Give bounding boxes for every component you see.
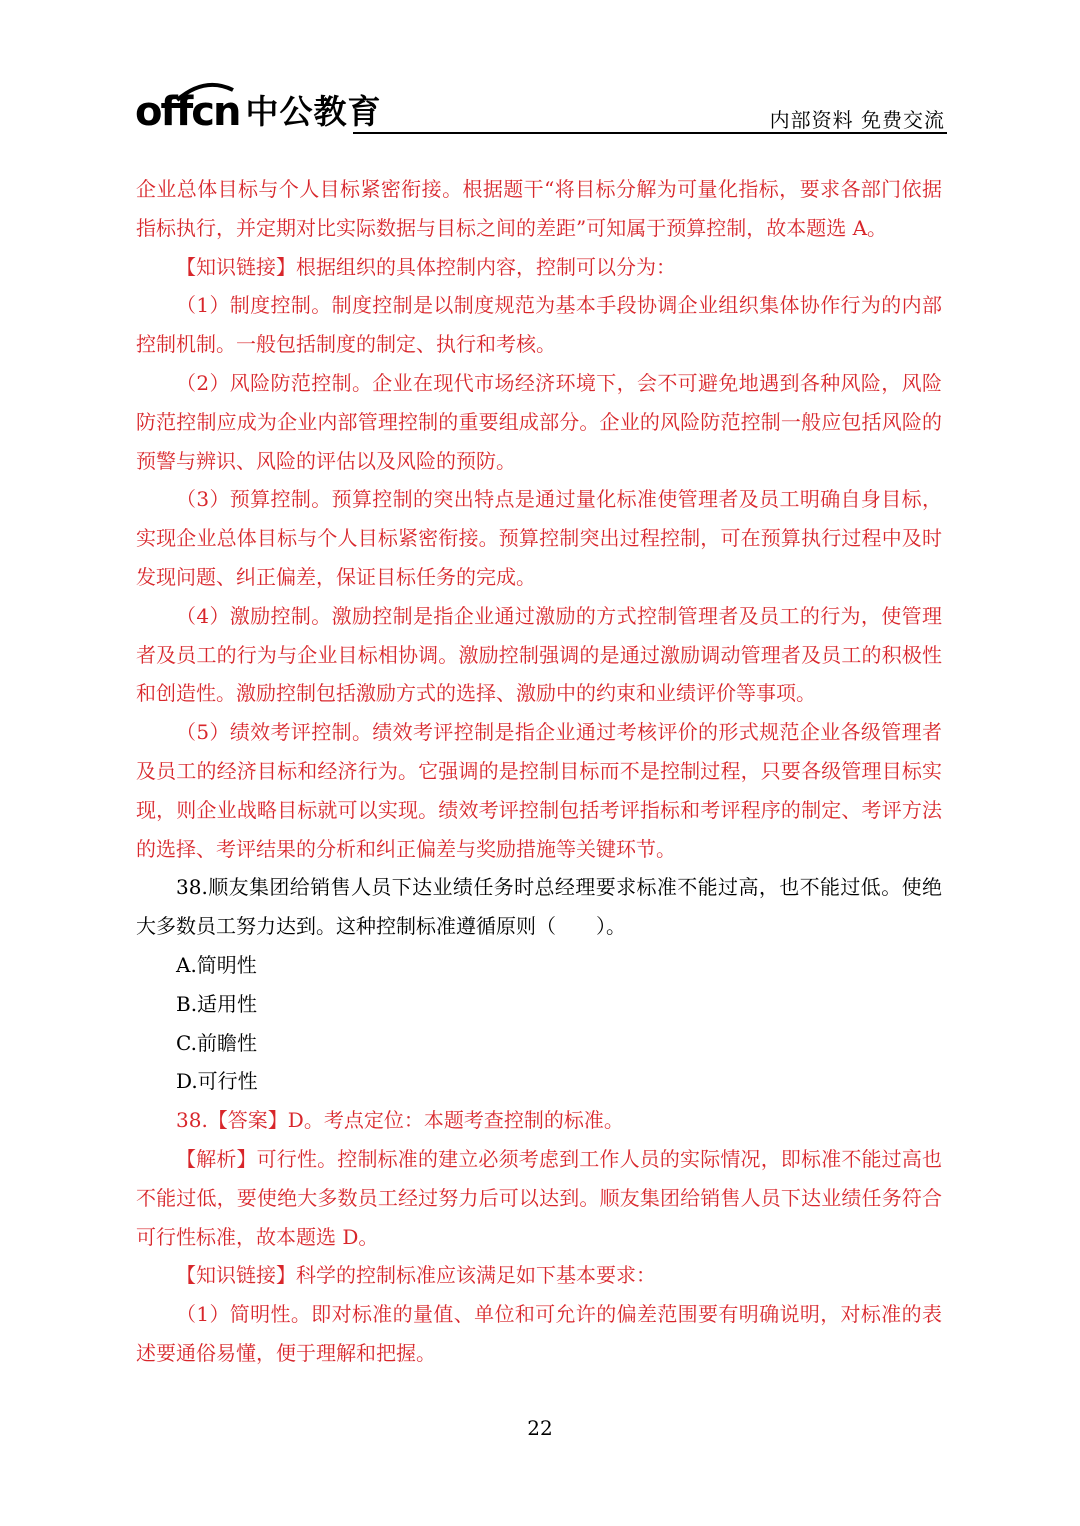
page-content xyxy=(136,170,942,1373)
logo-chinese-text: 中公教育 xyxy=(245,92,382,131)
option-a: A.简明性 xyxy=(176,952,257,977)
paragraph-performance-control: （5）绩效考评控制。绩效考评控制是指企业通过考核评价的形式规范企业各级管理者及员工的经济目标和经济行为。它强调的是控制目标而不是控制过程，只要各级管理目标实现，则企业战略目标就可以实现。绩效考评控制包括考评指标和考评程序的制定、考评方法的选择、考评结果的分析和纠正偏差与奖励措施等关键环节。 xyxy=(136,720,942,861)
page-number: 22 xyxy=(527,1416,553,1440)
analysis-38: 【解析】可行性。控制标准的建立必须考虑到工作人员的实际情况，即标准不能过高也不能过低，要使绝大多数员工经过努力后可以达到。顺友集团给销售人员下达业绩任务符合可行性标准，故本题选 D。 xyxy=(136,1146,942,1249)
question-38-options xyxy=(136,946,942,1101)
option-b: B.适用性 xyxy=(176,991,258,1016)
paragraph-knowledge-link-1: 【知识链接】根据组织的具体控制内容，控制可以分为： xyxy=(176,254,676,279)
paragraph-budget-control: （3）预算控制。预算控制的突出特点是通过量化标准使管理者及员工明确自身目标，实现企业总体目标与个人目标紧密衔接。预算控制突出过程控制，可在预算执行过程中及时发现问题、纠正偏差，保证目标任务的完成。 xyxy=(136,487,942,589)
page-header xyxy=(135,86,947,136)
answer-38: 38.【答案】D。考点定位：本题考查控制的标准。 xyxy=(176,1108,624,1133)
paragraph-risk-control: （2）风险防范控制。企业在现代市场经济环境下，会不可避免地遇到各种风险，风险防范控制应成为企业内部管理控制的重要组成部分。企业的风险防范控制一般应包括风险的预警与辨识、风险的评估以及风险的预防。 xyxy=(136,370,942,473)
paragraph-simplicity-requirement: （1）简明性。即对标准的量值、单位和可允许的偏差范围要有明确说明，对标准的表述要通俗易懂，便于理解和把握。 xyxy=(136,1302,942,1365)
offcn-logo xyxy=(135,86,381,134)
option-c: C.前瞻性 xyxy=(176,1030,257,1055)
header-tagline: 内部资料 免费交流 xyxy=(769,108,945,132)
paragraph-explanation-end: 企业总体目标与个人目标紧密衔接。根据题干“将目标分解为可量化指标，要求各部门依据指标执行，并定期对比实际数据与目标之间的差距”可知属于预算控制，故本题选 A。 xyxy=(136,177,942,240)
question-38: 38.顺友集团给销售人员下达业绩任务时总经理要求标准不能过高，也不能过低。使绝大多数员工努力达到。这种控制标准遵循原则（ ）。 xyxy=(136,875,942,939)
logo-latin-text: offcn xyxy=(135,89,240,135)
paragraph-knowledge-link-2: 【知识链接】科学的控制标准应该满足如下基本要求： xyxy=(176,1263,656,1288)
logo-swoosh-icon xyxy=(175,82,235,102)
paragraph-incentive-control: （4）激励控制。激励控制是指企业通过激励的方式控制管理者及员工的行为，使管理者及员工的行为与企业目标相协调。激励控制强调的是通过激励调动管理者及员工的积极性和创造性。激励控制包括激励方式的选择、激励中的约束和业绩评价等事项。 xyxy=(136,603,942,706)
paragraph-system-control: （1）制度控制。制度控制是以制度规范为基本手段协调企业组织集体协作行为的内部控制机制。一般包括制度的制定、执行和考核。 xyxy=(136,293,942,357)
option-d: D.可行性 xyxy=(176,1069,258,1094)
